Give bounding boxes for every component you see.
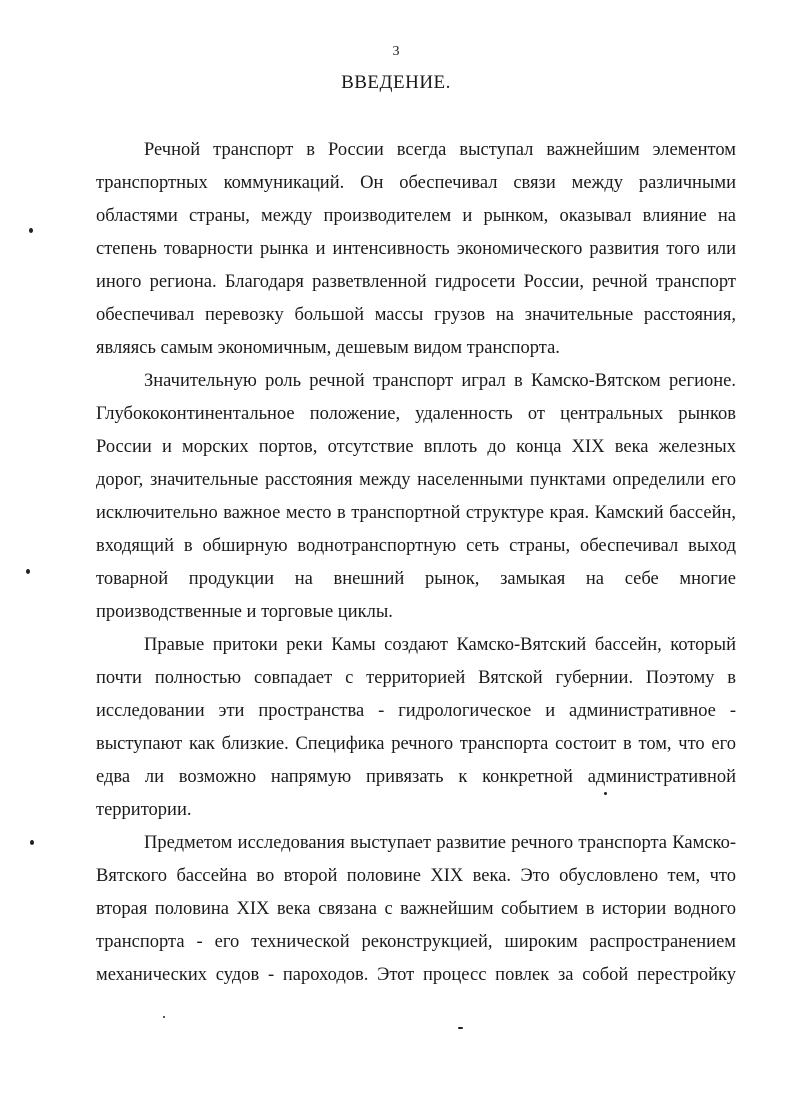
text-line: Предметом исследования выступает развитие речного транспорта Камско-: [144, 833, 736, 853]
page-title: ВВЕДЕНИЕ.: [341, 72, 451, 93]
text-line: выступают как близкие. Специфика речного транспорта состоит в том, что его: [96, 734, 736, 754]
text-line: производственные и торговые циклы.: [96, 602, 393, 622]
text-line: транспорта - его технической реконструкцией, широким распространением: [96, 932, 736, 952]
text-line: механических судов - пароходов. Этот процесс повлек за собой перестройку: [96, 965, 736, 985]
text-line: исключительно важное место в транспортной структуре края. Камский бассейн,: [96, 503, 736, 523]
scan-speck: [458, 1027, 463, 1029]
scan-speck: [604, 792, 607, 795]
page-number: 3: [392, 44, 400, 59]
text-line: России и морских портов, отсутствие вплоть до конца XIX века железных: [96, 437, 736, 457]
text-line: территории.: [96, 800, 192, 820]
text-line: обеспечивал перевозку большой массы грузов на значительные расстояния,: [96, 305, 736, 325]
text-line: степень товарности рынка и интенсивность экономического развития того или: [96, 239, 736, 259]
text-line: транспортных коммуникаций. Он обеспечивал связи между различными: [96, 173, 736, 193]
text-line: Правые притоки реки Камы создают Камско-Вятский бассейн, который: [144, 635, 736, 655]
scan-speck: [26, 569, 30, 574]
text-line: Речной транспорт в России всегда выступал важнейшим элементом: [144, 140, 736, 160]
scan-speck: [29, 228, 33, 233]
text-line: товарной продукции на внешний рынок, замыкая на себе многие: [96, 569, 736, 589]
text-line: Значительную роль речной транспорт играл в Камско-Вятском регионе.: [144, 371, 736, 391]
text-line: Вятского бассейна во второй половине XIX века. Это обусловлено тем, что: [96, 866, 736, 886]
scan-speck: [30, 840, 34, 845]
text-line: вторая половина XIX века связана с важнейшим событием в истории водного: [96, 899, 736, 919]
text-line: входящий в обширную воднотранспортную сеть страны, обеспечивал выход: [96, 536, 736, 556]
text-line: дорог, значительные расстояния между населенными пунктами определили его: [96, 470, 736, 490]
text-line: исследовании эти пространства - гидрологическое и административное -: [96, 701, 736, 721]
text-line: едва ли возможно напрямую привязать к конкретной административной: [96, 767, 736, 787]
text-line: почти полностью совпадает с территорией Вятской губернии. Поэтому в: [96, 668, 736, 688]
text-line: областями страны, между производителем и рынком, оказывал влияние на: [96, 206, 736, 226]
text-line: Глубококонтинентальное положение, удаленность от центральных рынков: [96, 404, 736, 424]
text-line: являясь самым экономичным, дешевым видом транспорта.: [96, 338, 560, 358]
scan-speck: [163, 1016, 165, 1018]
text-line: иного региона. Благодаря разветвленной гидросети России, речной транспорт: [96, 272, 736, 292]
